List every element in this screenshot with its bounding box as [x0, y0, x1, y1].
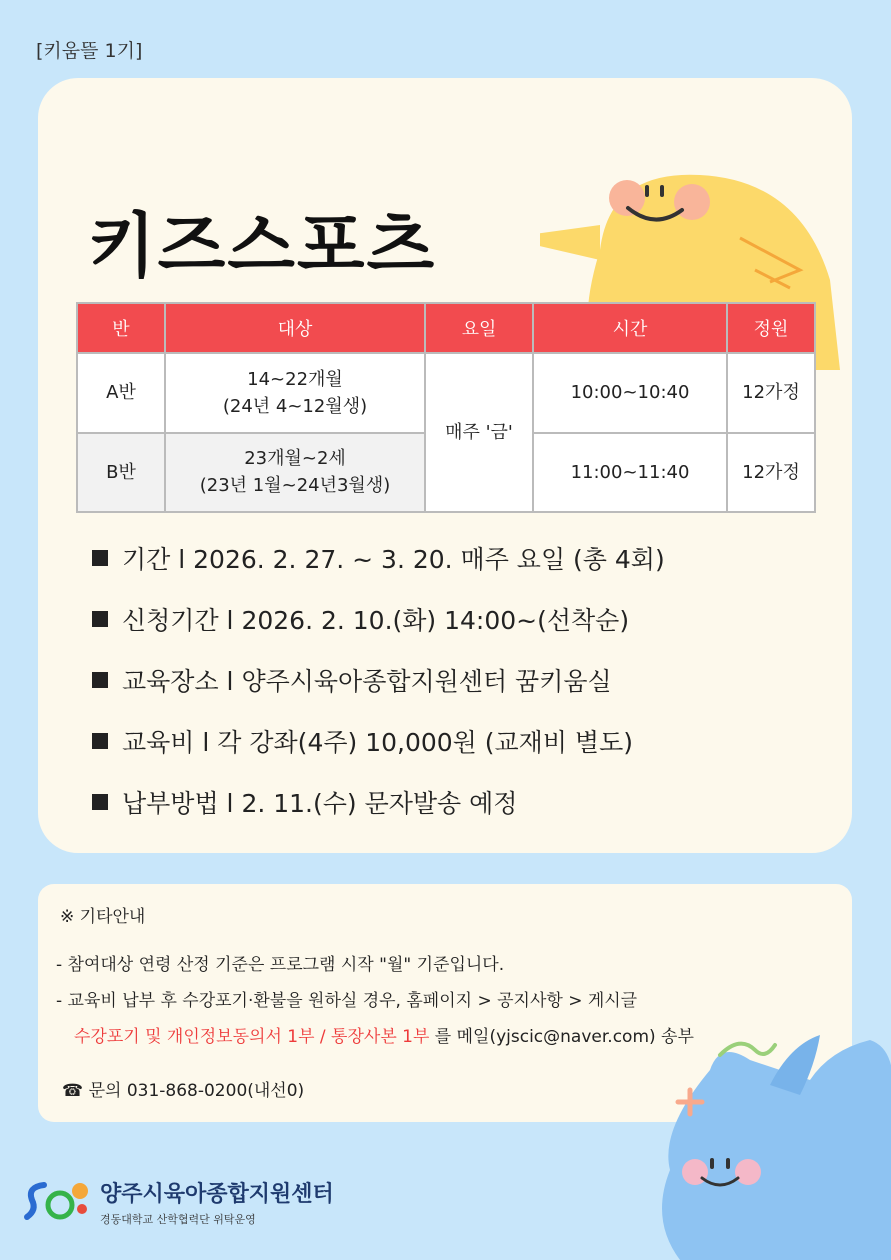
info-application: 신청기간 l 2026. 2. 10.(화) 14:00~(선착순) [92, 601, 665, 662]
capacity-cell: 12가정 [727, 353, 815, 433]
page-title: 키즈스포츠 [88, 205, 437, 287]
time-cell: 11:00~11:40 [533, 433, 727, 513]
table-row [77, 353, 815, 433]
blue-fish-illustration [640, 1020, 891, 1260]
header-day: 요일 [425, 303, 533, 353]
contact-line: ☎ 문의 031-868-0200(내선0) [62, 1081, 305, 1101]
etc-line-age: - 참여대상 연령 산정 기준은 프로그램 시작 "월" 기준입니다. [56, 955, 505, 975]
capacity-cell: 12가정 [727, 433, 815, 513]
info-period: 기간 l 2026. 2. 27. ~ 3. 20. 매주 요일 (총 4회) [92, 540, 665, 601]
center-name: 양주시육아종합지원센터 [100, 1182, 334, 1207]
info-location: 교육장소 l 양주시육아종합지원센터 꿈키움실 [92, 662, 665, 723]
square-bullet-icon [92, 550, 108, 566]
day-cell: 매주 '금' [425, 353, 533, 512]
etc-heading: ※ 기타안내 [60, 907, 146, 927]
square-bullet-icon [92, 611, 108, 627]
info-payment: 납부방법 l 2. 11.(수) 문자발송 예정 [92, 784, 665, 845]
square-bullet-icon [92, 794, 108, 810]
center-logo [22, 1175, 362, 1235]
class-cell: B반 [77, 433, 165, 513]
header-target: 대상 [165, 303, 425, 353]
etc-line-refund: - 교육비 납부 후 수강포기·환불을 원하실 경우, 홈페이지 > 공지사항 > 게시글 [56, 991, 638, 1011]
etc-line-documents: 수강포기 및 개인정보동의서 1부 / 통장사본 1부 를 메일(yjscic@naver.com) 송부 [74, 1027, 694, 1047]
target-cell: 23개월~2세 (23년 1월~24년3월생) [165, 433, 425, 513]
target-cell: 14~22개월 (24년 4~12월생) [165, 353, 425, 433]
batch-tag: [키움뜰 1기] [36, 40, 143, 62]
info-list [92, 540, 665, 845]
header-time: 시간 [533, 303, 727, 353]
center-logo-mark-icon [22, 1175, 94, 1225]
center-operator: 경동대학교 산학협력단 위탁운영 [100, 1213, 256, 1226]
header-class: 반 [77, 303, 165, 353]
schedule-table [76, 302, 816, 513]
class-cell: A반 [77, 353, 165, 433]
header-capacity: 정원 [727, 303, 815, 353]
info-fee: 교육비 l 각 강좌(4주) 10,000원 (교재비 별도) [92, 723, 665, 784]
time-cell: 10:00~10:40 [533, 353, 727, 433]
square-bullet-icon [92, 733, 108, 749]
square-bullet-icon [92, 672, 108, 688]
